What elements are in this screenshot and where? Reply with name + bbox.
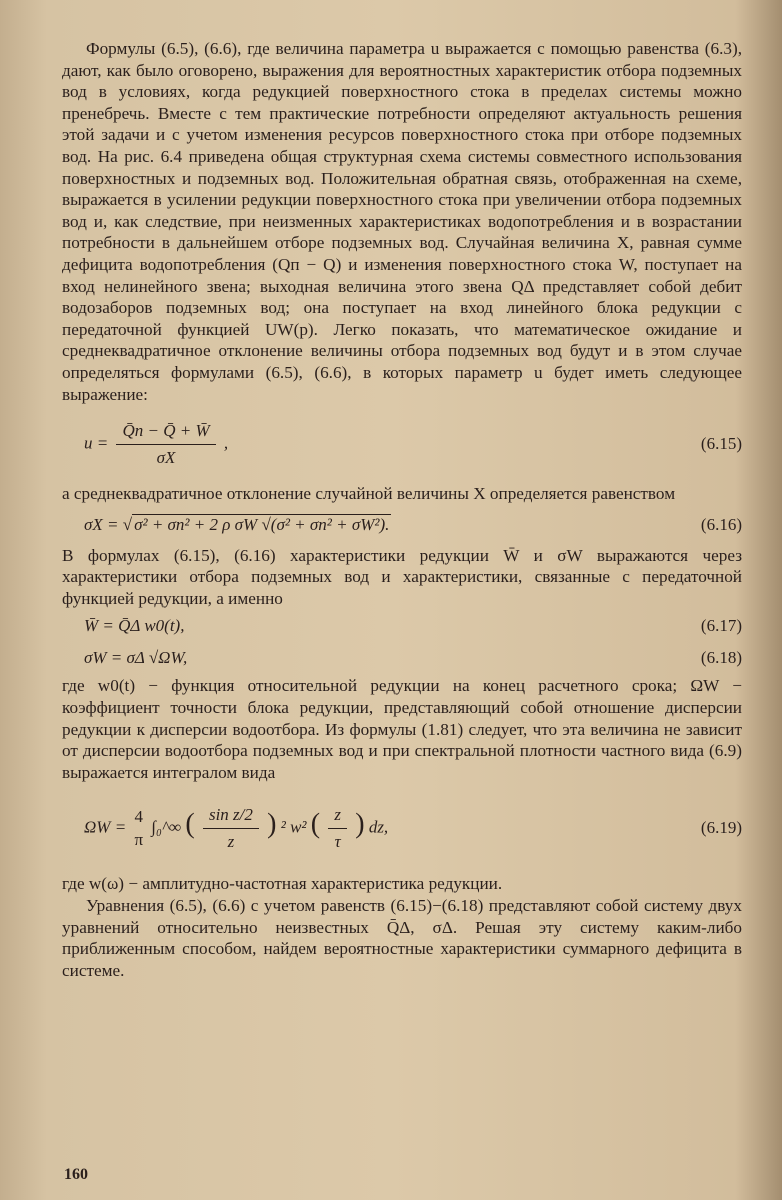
eq616-number: (6.16) (700, 514, 742, 534)
equation-6-16 (62, 507, 742, 543)
paragraph-5: где w(ω) − амплитудно-частотная характеристика редукции. (62, 874, 503, 894)
eq619-w-den: τ (334, 831, 341, 851)
eq619-coef-den: π (134, 829, 144, 849)
equation-6-15 (62, 407, 742, 481)
eq619-integral: ∫₀^∞ (151, 817, 182, 837)
eq619-frac-den: z (227, 831, 235, 851)
eq619-w-num: z (328, 805, 347, 829)
eq619-tail: dz, (368, 817, 389, 837)
eq615-denominator: σX (156, 447, 176, 467)
equation-6-19: ΩW = 4 π ∫₀^∞ ( $\frac{\text{sin z/2}}{z}$ ) ² w² ( $\frac{z}{\tau}$ ) dz, (6.19) (84, 804, 742, 851)
eq617-text: W̄ = Q̄Δ w0(t), (84, 616, 185, 636)
eq619-number: (6.19) (700, 818, 742, 838)
eq619-coef-num: 4 (134, 806, 143, 826)
eq615-numerator: Q̄п − Q̄ + W̄ (116, 421, 215, 445)
sqrt-icon: √ (122, 514, 133, 534)
eq617-number: (6.17) (700, 616, 742, 636)
paragraph-6: Уравнения (6.5), (6.6) с учетом равенств (6.15)−(6.18) представляют собой систему двух уравнений относительно неизвестных Q̄Δ, σΔ. Решая эту систему каким-либо приближенным способом, найдем вероятностные характеристики суммарного дефицита в системе. (62, 896, 742, 980)
page-number: 160 (64, 1166, 88, 1183)
eq618-text: σW = σΔ √ΩW, (84, 648, 188, 668)
paragraph-1: Формулы (6.5), (6.6), где величина параметра u выражается с помощью равенства (6.3), дают, как было оговорено, выражения для вероятностных характеристик отбора подземных вод в условиях, когда редукцией поверхностного стока в пределах системы можно пренебречь. Вместе с тем практические потребности определяют актуальность решения этой задачи и с учетом изменения ресурсов поверхностного стока при отборе подземных вод. На рис. 6.4 приведена общая структурная схема системы совместного использования поверхностных и подземных вод. Положительная обратная связь, отображенная на схеме, выражается в усилении редукции поверхностного стока при увеличении отбора подземных вод и, как следствие, при неизменных характеристиках водопотребления и в возрастании потребности в дальнейшем отборе подземных вод. Случайная величина X, равная сумме дефицита водопотребления (Qп − Q) и изменения поверхностного стока W, поступает на вход нелинейного звена; выходная величина этого звена QΔ представляет собой дебит водозаборов подземных вод; она поступает на вход линейного блока редукции с передаточной функцией UW(p). Легко показать, что математическое ожидание и среднеквадратичное отклонение величины отбора подземных вод будут и в этом случае определяться формулами (6.5), (6.6), в которых параметр u будет иметь следующее выражение: (62, 39, 742, 404)
paragraph-3: В формулах (6.15), (6.16) характеристики редукции W̄ и σW выражаются через характеристики отбора подземных вод и характеристики, связанные с передаточной функцией редукции, а именно (62, 545, 742, 608)
eq615-number: (6.15) (700, 434, 742, 454)
equation-6-18 (62, 643, 742, 673)
eq615-lhs: u = (84, 433, 109, 452)
equation-6-17 (62, 611, 742, 641)
eq615-tail: , (223, 433, 229, 452)
eq619-frac-num: sin z/2 (203, 805, 259, 829)
eq618-number: (6.18) (700, 648, 742, 668)
eq619-lhs: ΩW = (84, 817, 127, 837)
eq619-middle: ² w² (280, 817, 307, 837)
paragraph-2: а среднеквадратичное отклонение случайной величины X определяется равенством (62, 484, 676, 504)
eq616-lhs: σX = (84, 514, 119, 534)
eq616-rhs: σ² + σп² + 2 ρ σW √(σ² + σп² + σW²). (134, 514, 390, 534)
paragraph-4: где w0(t) − функция относительной редукции на конец расчетного срока; ΩW − коэффициент точности блока редукции, представляющий собой отношение дисперсии редукции к дисперсии водоотбора. Из формулы (1.81) следует, что эта величина не зависит от дисперсии водоотбора подземных вод и при спектральной плотности частного вида (6.9) выражается интегралом вида (62, 676, 742, 782)
